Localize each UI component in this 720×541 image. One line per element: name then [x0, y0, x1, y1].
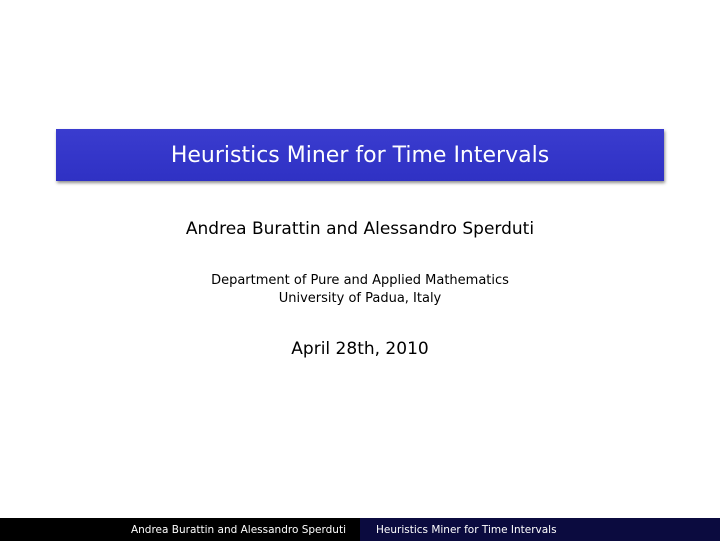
affiliation-university: University of Padua, Italy — [278, 291, 442, 306]
footer-title-text: Heuristics Miner for Time Intervals — [376, 523, 557, 536]
slide-date: April 28th, 2010 — [291, 339, 429, 359]
slide-title: Heuristics Miner for Time Intervals — [170, 142, 550, 168]
slide-title-box — [56, 129, 664, 181]
slide-authors: Andrea Burattin and Alessandro Sperduti — [185, 219, 535, 239]
footer-authors — [0, 518, 360, 541]
affiliation-department: Department of Pure and Applied Mathematics — [211, 273, 509, 288]
footer-title — [360, 518, 720, 541]
slide-affiliation — [0, 272, 720, 308]
slide-footer — [0, 518, 720, 541]
footer-authors-text: Andrea Burattin and Alessandro Sperduti — [130, 523, 346, 536]
